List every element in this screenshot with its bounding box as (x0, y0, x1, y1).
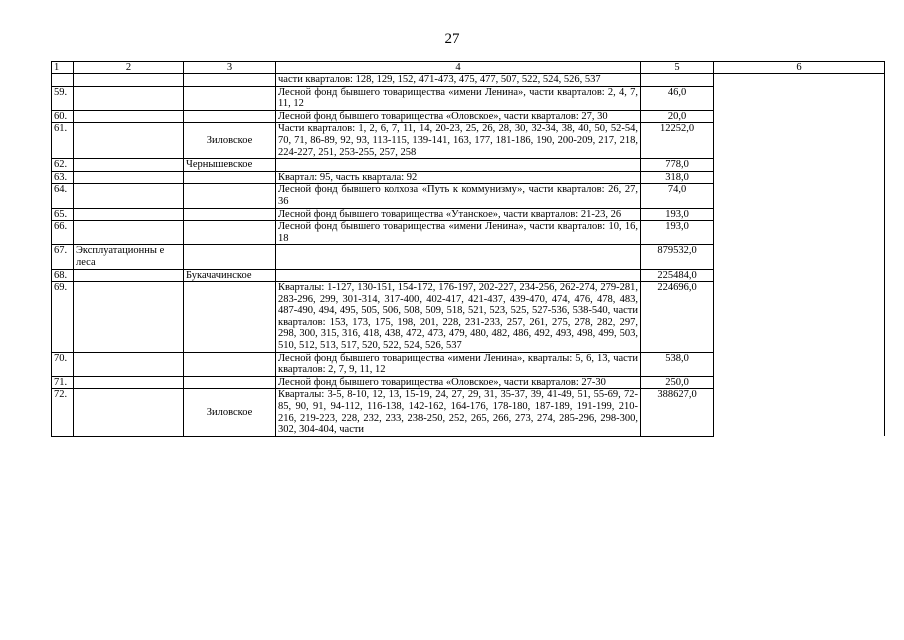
notes-cell (714, 376, 885, 389)
row-number: 61. (52, 123, 74, 159)
row-number: 65. (52, 208, 74, 221)
notes-cell (714, 159, 885, 172)
district-cell (184, 86, 276, 110)
table-row (52, 269, 885, 282)
header-row (52, 62, 885, 74)
row-number: 59. (52, 86, 74, 110)
category-cell (74, 208, 184, 221)
area-cell: 879532,0 (641, 245, 714, 269)
category-cell (74, 389, 184, 436)
description-cell: Лесной фонд бывшего товарищества «Оловское», части кварталов: 27-30 (276, 376, 641, 389)
table-row (52, 110, 885, 123)
district-cell (184, 171, 276, 184)
notes-cell (714, 184, 885, 208)
table-row (52, 123, 885, 159)
district-cell (184, 110, 276, 123)
description-cell: Лесной фонд бывшего товарищества «имени Ленина», кварталы: 5, 6, 13, части кварталов: 2, 7, 9, 11, 12 (276, 352, 641, 376)
table-row (52, 86, 885, 110)
notes-cell (714, 282, 885, 353)
description-cell: Части кварталов: 1, 2, 6, 7, 11, 14, 20-23, 25, 26, 28, 30, 32-34, 38, 40, 50, 52-54, 70, 71, 86-89, 92, 93, 113-115, 139-141, 163, 177, 181-186, 190, 200-209, 217, 218, 224-227, 251, 253-255, 257, 258 (276, 123, 641, 159)
category-cell (74, 123, 184, 159)
description-cell: части кварталов: 128, 129, 152, 471-473, 475, 477, 507, 522, 524, 526, 537 (276, 74, 641, 87)
row-number: 70. (52, 352, 74, 376)
district-cell: Зиловское (184, 389, 276, 436)
description-cell: Лесной фонд бывшего колхоза «Путь к коммунизму», части кварталов: 26, 27, 36 (276, 184, 641, 208)
district-cell (184, 245, 276, 269)
table-row (52, 159, 885, 172)
header-col-6: 6 (714, 62, 885, 74)
notes-cell (714, 221, 885, 245)
row-number: 68. (52, 269, 74, 282)
description-cell: Кварталы: 3-5, 8-10, 12, 13, 15-19, 24, 27, 29, 31, 35-37, 39, 41-49, 51, 55-69, 72-85, 90, 91, 94-112, 116-138, 142-162, 164-176, 178-180, 187-189, 191-199, 210-216, 219-223, 228, 232, 233, 238-250, 252, 265, 266, 273, 274, 285-296, 298-300, 302, 304-404, части (276, 389, 641, 436)
description-cell: Лесной фонд бывшего товарищества «имени Ленина», части кварталов: 2, 4, 7, 11, 12 (276, 86, 641, 110)
header-col-3: 3 (184, 62, 276, 74)
category-cell (74, 171, 184, 184)
header-col-4: 4 (276, 62, 641, 74)
row-number: 71. (52, 376, 74, 389)
category-cell (74, 269, 184, 282)
area-cell: 74,0 (641, 184, 714, 208)
area-cell (641, 74, 714, 87)
notes-cell (714, 208, 885, 221)
category-cell (74, 86, 184, 110)
area-cell: 193,0 (641, 208, 714, 221)
notes-cell (714, 74, 885, 87)
table-row (52, 74, 885, 87)
table-row (52, 282, 885, 353)
district-cell (184, 352, 276, 376)
row-number: 63. (52, 171, 74, 184)
district-cell (184, 184, 276, 208)
forest-table (51, 61, 885, 437)
notes-cell (714, 86, 885, 110)
category-cell (74, 159, 184, 172)
table-row (52, 352, 885, 376)
category-cell (74, 184, 184, 208)
row-number: 60. (52, 110, 74, 123)
area-cell: 388627,0 (641, 389, 714, 436)
header-col-2: 2 (74, 62, 184, 74)
notes-cell (714, 245, 885, 269)
district-cell (184, 74, 276, 87)
header-col-5: 5 (641, 62, 714, 74)
district-cell: Чернышевское (184, 159, 276, 172)
table-row (52, 245, 885, 269)
category-cell: Эксплуатационны е леса (74, 245, 184, 269)
page-number: 27 (444, 31, 460, 47)
table-row (52, 376, 885, 389)
table-row (52, 208, 885, 221)
district-cell: Букачачинское (184, 269, 276, 282)
area-cell: 12252,0 (641, 123, 714, 159)
header-col-1: 1 (52, 62, 74, 74)
category-cell (74, 110, 184, 123)
row-number: 66. (52, 221, 74, 245)
description-cell: Лесной фонд бывшего товарищества «Оловское», части кварталов: 27, 30 (276, 110, 641, 123)
area-cell: 225484,0 (641, 269, 714, 282)
table-row (52, 221, 885, 245)
description-cell: Квартал: 95, часть квартала: 92 (276, 171, 641, 184)
description-cell (276, 269, 641, 282)
notes-cell (714, 123, 885, 159)
notes-cell (714, 352, 885, 376)
district-cell (184, 221, 276, 245)
table-row (52, 171, 885, 184)
category-cell (74, 352, 184, 376)
area-cell: 193,0 (641, 221, 714, 245)
category-cell (74, 221, 184, 245)
notes-cell (714, 110, 885, 123)
notes-cell (714, 389, 885, 436)
category-cell (74, 74, 184, 87)
area-cell: 250,0 (641, 376, 714, 389)
description-cell: Лесной фонд бывшего товарищества «Утанское», части кварталов: 21-23, 26 (276, 208, 641, 221)
description-cell (276, 245, 641, 269)
district-cell (184, 282, 276, 353)
area-cell: 224696,0 (641, 282, 714, 353)
category-cell (74, 282, 184, 353)
notes-cell (714, 269, 885, 282)
district-cell: Зиловское (184, 123, 276, 159)
district-cell (184, 376, 276, 389)
area-cell: 318,0 (641, 171, 714, 184)
row-number: 67. (52, 245, 74, 269)
description-cell: Кварталы: 1-127, 130-151, 154-172, 176-197, 202-227, 234-256, 262-274, 279-281, 283-296, 299, 301-314, 317-400, 402-417, 421-437, 439-470, 474, 476, 478, 483, 487-490, 494, 495, 505, 506, 508, 509, 518, 521, 523, 525, 527-536, 538-540, части кварталов: 153, 173, 175, 198, 201, 228, 231-233, 257, 261, 275, 278, 282, 297, 298, 300, 315, 316, 418, 438, 472, 473, 479, 480, 482, 486, 492, 493, 498, 499, 503, 510, 512, 513, 517, 520, 522, 524, 526, 537 (276, 282, 641, 353)
district-cell (184, 208, 276, 221)
area-cell: 20,0 (641, 110, 714, 123)
notes-cell (714, 171, 885, 184)
area-cell: 778,0 (641, 159, 714, 172)
area-cell: 538,0 (641, 352, 714, 376)
description-cell (276, 159, 641, 172)
table-row (52, 389, 885, 436)
row-number: 62. (52, 159, 74, 172)
area-cell: 46,0 (641, 86, 714, 110)
row-number (52, 74, 74, 87)
row-number: 64. (52, 184, 74, 208)
table-row (52, 184, 885, 208)
category-cell (74, 376, 184, 389)
description-cell: Лесной фонд бывшего товарищества «имени Ленина», части кварталов: 10, 16, 18 (276, 221, 641, 245)
row-number: 69. (52, 282, 74, 353)
row-number: 72. (52, 389, 74, 436)
